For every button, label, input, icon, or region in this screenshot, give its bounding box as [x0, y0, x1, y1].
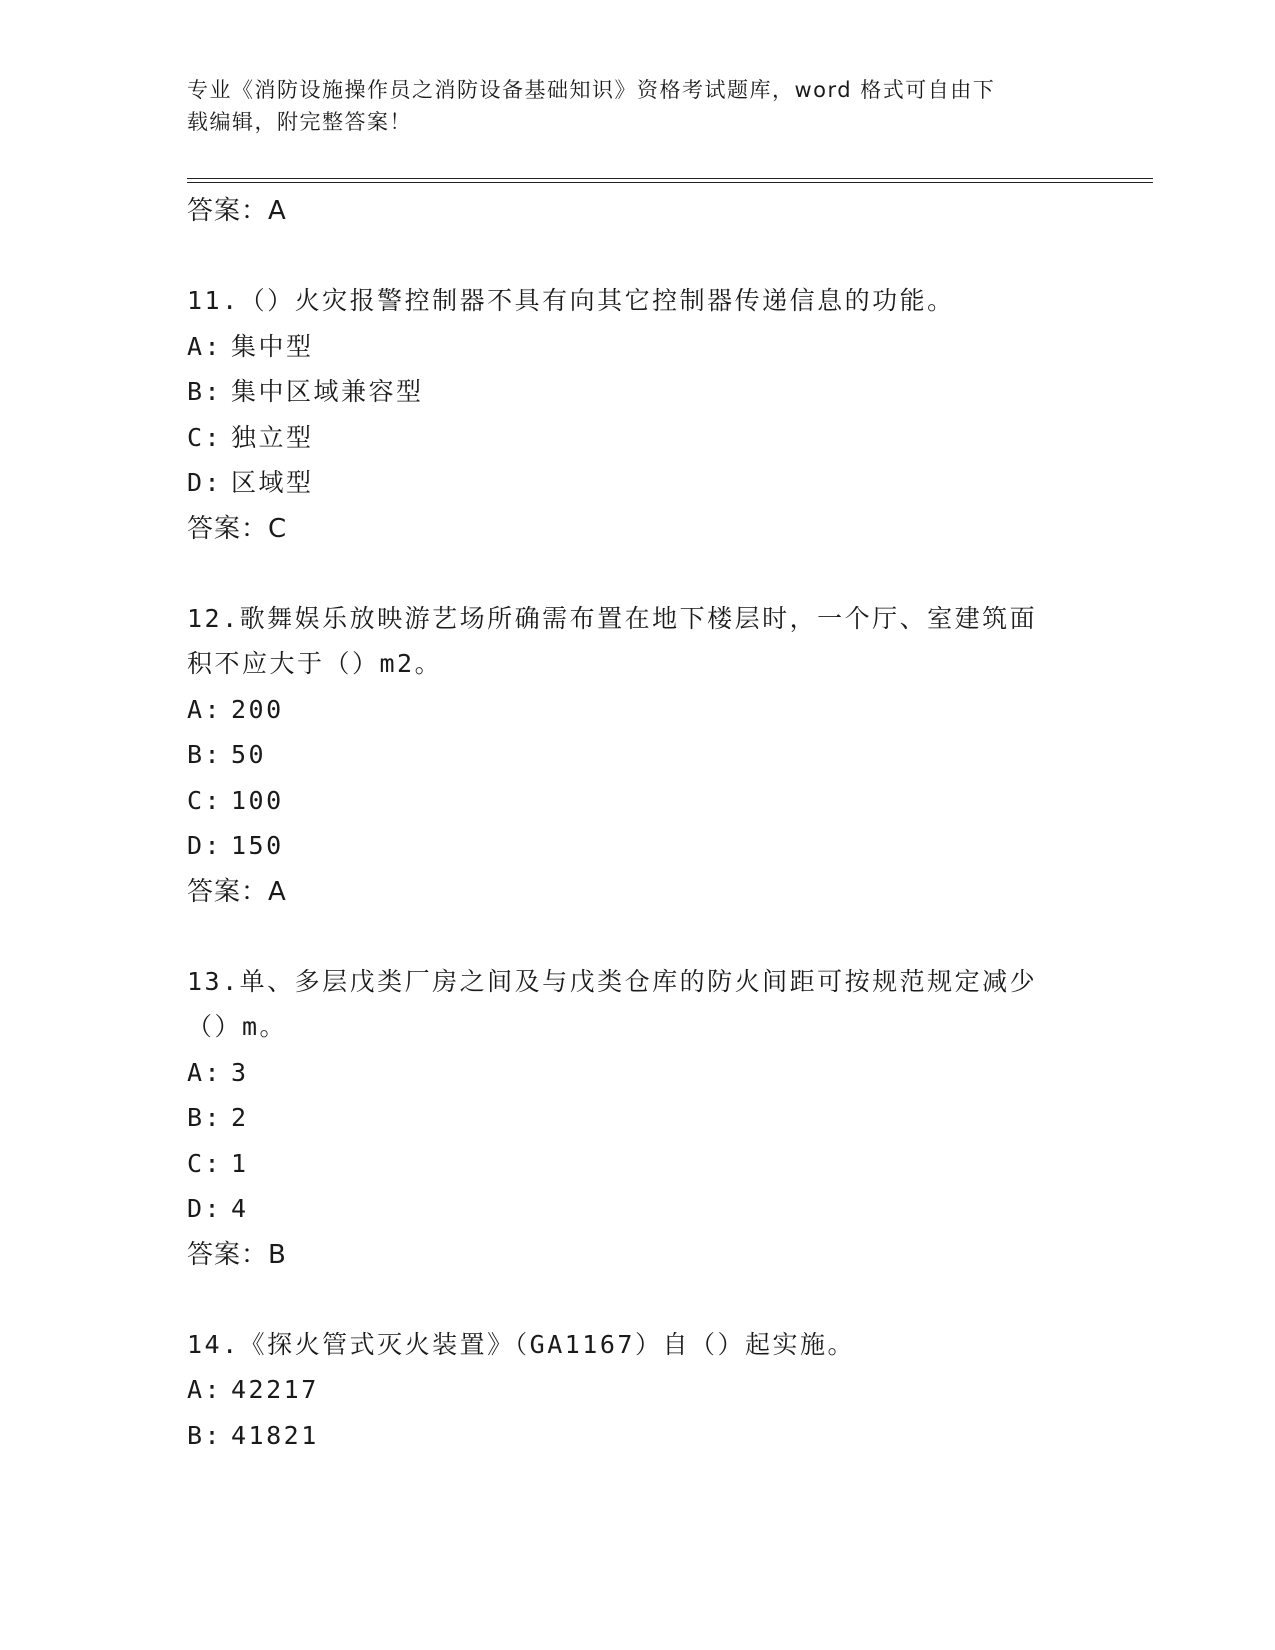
option-b: B: 2: [187, 1103, 249, 1132]
question-list: [187, 188, 1087, 1458]
option-a: A: 集中型: [187, 331, 314, 361]
question-text-continued: 积不应大于（）m2。: [187, 649, 443, 678]
option-b: B: 41821: [187, 1420, 319, 1450]
option-d: D: 150: [187, 831, 284, 860]
question-13: [187, 959, 1087, 1278]
option-a: A: 42217: [187, 1375, 319, 1404]
option-c: C: 100: [187, 785, 284, 815]
header-line-2: 载编辑，附完整答案！: [187, 110, 412, 134]
answer: 答案：A: [187, 876, 287, 907]
header-rule-top: [187, 178, 1153, 179]
question-12: [187, 596, 1087, 915]
option-c: C: 独立型: [187, 422, 314, 452]
option-c: C: 1: [187, 1148, 249, 1178]
option-a: A: 200: [187, 694, 284, 724]
question-text-continued: （）m。: [187, 1012, 288, 1041]
question-text: 11.（）火灾报警控制器不具有向其它控制器传递信息的功能。: [187, 286, 955, 315]
question-text: 14.《探火管式灭火装置》（GA1167）自（）起实施。: [187, 1329, 855, 1359]
option-b: B: 50: [187, 740, 267, 769]
question-text: 13.单、多层戊类厂房之间及与戊类仓库的防火间距可按规范规定减少: [187, 966, 1038, 996]
answer: 答案：B: [187, 1239, 287, 1270]
question-14: [187, 1322, 1087, 1459]
option-a: A: 3: [187, 1057, 249, 1087]
answer: 答案：C: [187, 513, 288, 544]
question-11: [187, 278, 1087, 552]
option-d: D: 4: [187, 1194, 249, 1223]
option-b: B: 集中区域兼容型: [187, 377, 424, 406]
document-header: [187, 74, 1067, 138]
header-line-1: 专业《消防设施操作员之消防设备基础知识》资格考试题库，word 格式可自由下: [187, 78, 996, 102]
option-d: D: 区域型: [187, 468, 314, 497]
header-rule-bottom: [187, 182, 1153, 183]
answer-previous: 答案：A: [187, 196, 287, 226]
question-text: 12.歌舞娱乐放映游艺场所确需布置在地下楼层时，一个厅、室建筑面: [187, 603, 1038, 633]
